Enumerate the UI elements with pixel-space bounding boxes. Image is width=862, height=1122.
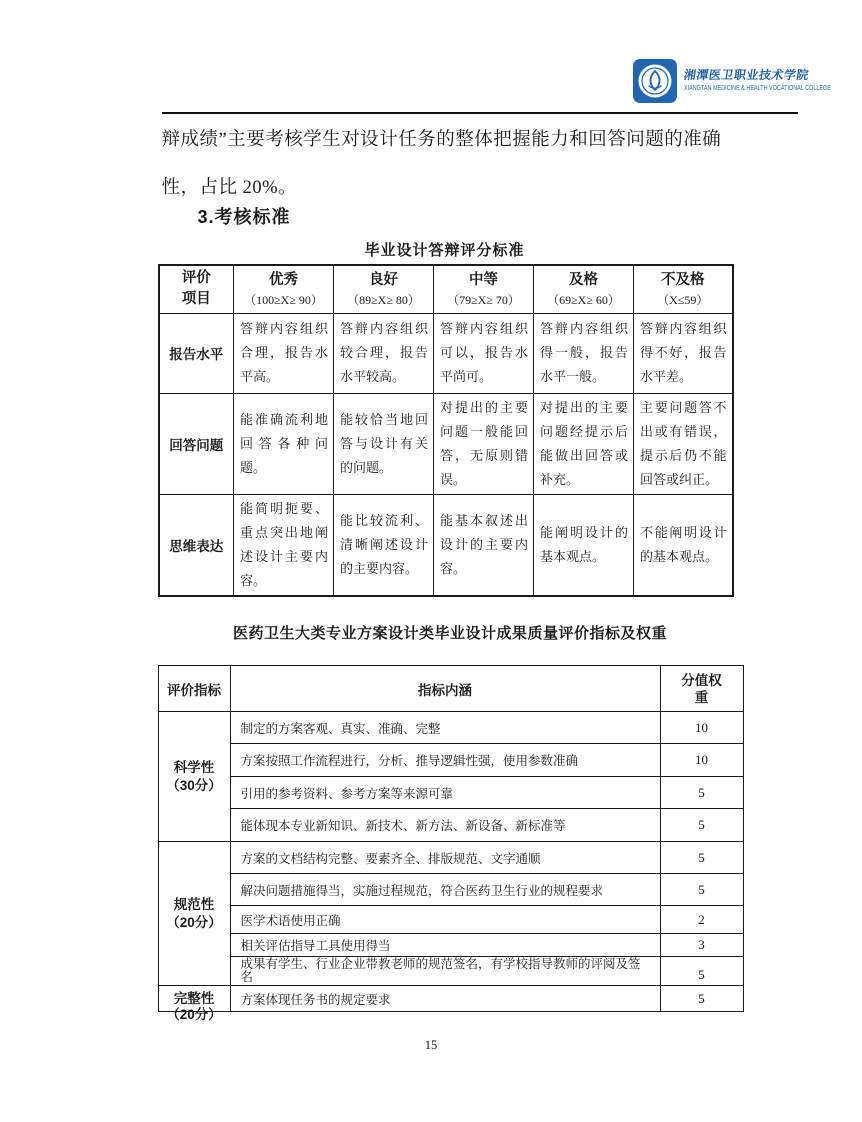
t2-score-cell: 5 xyxy=(660,986,743,1012)
t2-row xyxy=(158,957,743,986)
page-number: 15 xyxy=(424,1038,438,1052)
group-name: 完整性 xyxy=(173,991,215,1006)
grade-range: （79≥X≥ 70） xyxy=(447,292,520,307)
grade-name: 良好 xyxy=(369,271,398,288)
t2-indicator-cell: 引用的参考资料、参考方案等来源可靠 xyxy=(230,777,660,809)
group-score: （30分） xyxy=(166,777,222,793)
t2-row xyxy=(158,712,743,744)
t1-cell: 能准确流利地回答各种问题。 xyxy=(234,393,334,494)
t1-cell: 答辩内容组织得一般，报告水平一般。 xyxy=(534,313,634,393)
t1-cell: 答辩内容组织合理，报告水平高。 xyxy=(234,313,334,393)
grade-name: 不及格 xyxy=(661,271,705,288)
table2-title: 医药卫生大类专业方案设计类毕业设计成果质量评价指标及权重 xyxy=(232,625,667,642)
t2-header-score-text: 分值权重 xyxy=(681,672,722,705)
t2-score-cell: 5 xyxy=(660,842,743,874)
t2-row xyxy=(158,809,743,842)
table1-title: 毕业设计答辩评分标准 xyxy=(364,242,525,259)
t1-row xyxy=(159,494,733,596)
college-emblem-icon xyxy=(633,59,677,103)
t2-row xyxy=(158,874,743,906)
t2-header-row xyxy=(158,666,743,712)
college-name-en: XIANGTAN MEDICINE & HEALTH VOCATIONAL COLLEGE xyxy=(683,85,831,92)
body-paragraph xyxy=(162,116,722,212)
t1-cell: 能阐明设计的基本观点。 xyxy=(534,494,634,596)
t1-cell: 答辩内容组织较合理，报告水平较高。 xyxy=(334,313,434,393)
t1-cell: 能简明扼要、重点突出地阐述设计主要内容。 xyxy=(234,494,334,596)
section-heading: 3.考核标准 xyxy=(197,207,291,227)
t2-score-cell: 5 xyxy=(660,809,743,842)
group-score: （20分） xyxy=(166,1007,222,1022)
t1-corner-line1: 评价 xyxy=(181,270,211,287)
grade-range: （100≥X≥ 90） xyxy=(244,292,323,307)
t2-score-cell: 5 xyxy=(660,777,743,809)
t1-grade-header xyxy=(634,265,733,313)
grade-name: 及格 xyxy=(569,271,598,288)
t1-row xyxy=(159,313,733,393)
t1-cell: 答辩内容组织可以，报告水平尚可。 xyxy=(434,313,534,393)
t2-indicator-cell: 方案的文档结构完整、要素齐全、排版规范、文字通顺 xyxy=(230,842,660,874)
t2-indicator-cell: 方案按照工作流程进行，分析、推导逻辑性强，使用参数准确 xyxy=(230,744,660,777)
grade-range: （89≥X≥ 80） xyxy=(347,292,420,307)
t1-corner-line2: 项目 xyxy=(181,291,211,308)
t2-indicator-cell: 能体现本专业新知识、新技术、新方法、新设备、新标准等 xyxy=(230,809,660,842)
t2-indicator-cell: 成果有学生、行业企业带教老师的规范签名，有学校指导教师的评阅及签名 xyxy=(230,957,660,986)
t2-group-label-lines xyxy=(159,991,230,1023)
t2-score-cell: 5 xyxy=(660,874,743,906)
t2-group-label xyxy=(158,712,230,842)
group-name: 科学性 xyxy=(173,759,215,775)
t1-row xyxy=(159,393,733,494)
t2-row xyxy=(158,906,743,934)
grade-name: 中等 xyxy=(469,271,498,288)
t1-grade-header xyxy=(434,265,534,313)
t2-header-indicator: 评价指标 xyxy=(158,666,230,712)
t1-cell: 对提出的主要问题经提示后能做出回答或补充。 xyxy=(534,393,634,494)
document-page xyxy=(35,0,831,1122)
t1-cell: 能基本叙述出设计的主要内容。 xyxy=(434,494,534,596)
t1-grade-header xyxy=(534,265,634,313)
defense-scoring-table xyxy=(158,264,734,597)
t1-cell: 对提出的主要问题一般能回答，无原则错误。 xyxy=(434,393,534,494)
t2-row xyxy=(158,744,743,777)
t1-header-row xyxy=(159,265,733,313)
grade-range: （69≥X≥ 60） xyxy=(547,292,620,307)
paragraph-line-1: 辩成绩”主要考核学生对设计任务的整体把握能力和回答问题的准确 xyxy=(161,130,722,150)
t2-score-cell: 3 xyxy=(660,934,743,957)
t1-cell: 能较恰当地回答与设计有关的问题。 xyxy=(334,393,434,494)
t1-row-label: 思维表达 xyxy=(159,494,234,596)
t1-cell: 不能阐明设计的基本观点。 xyxy=(634,494,733,596)
t1-row-label: 报告水平 xyxy=(159,313,234,393)
t1-grade-header xyxy=(334,265,434,313)
t1-cell: 能比较流利、清晰阐述设计的主要内容。 xyxy=(334,494,434,596)
quality-indicators-table xyxy=(158,665,744,1022)
t2-indicator-cell: 医学术语使用正确 xyxy=(230,906,660,934)
t2-score-cell: 10 xyxy=(660,712,743,744)
college-name-cn: 湘潭医卫职业技术学院 xyxy=(682,68,810,82)
t1-row-label: 回答问题 xyxy=(159,393,234,494)
t2-row xyxy=(158,842,743,874)
t1-grade-header xyxy=(234,265,334,313)
t2-header-score xyxy=(660,666,743,712)
header-divider xyxy=(162,112,798,114)
table2-page-clip xyxy=(158,665,758,1022)
t1-cell: 主要问题答不出或有错误，提示后仍不能回答或纠正。 xyxy=(634,393,733,494)
t2-score-cell: 5 xyxy=(660,957,743,986)
t2-group-label xyxy=(158,986,230,1022)
t1-corner-header xyxy=(159,265,234,313)
t2-score-cell: 2 xyxy=(660,906,743,934)
group-name: 规范性 xyxy=(173,896,215,912)
t2-row xyxy=(158,777,743,809)
grade-name: 优秀 xyxy=(269,271,298,288)
t2-header-content: 指标内涵 xyxy=(230,666,660,712)
t2-indicator-cell: 解决问题措施得当，实施过程规范，符合医药卫生行业的规程要求 xyxy=(230,874,660,906)
t1-cell: 答辩内容组织得不好，报告水平差。 xyxy=(634,313,733,393)
group-score: （20分） xyxy=(166,914,222,930)
t2-row xyxy=(158,934,743,957)
t2-indicator-cell: 制定的方案客观、真实、准确、完整 xyxy=(230,712,660,744)
t2-group-label xyxy=(158,842,230,986)
college-logo xyxy=(633,59,862,103)
paragraph-line-2: 性，占比 20%。 xyxy=(161,178,298,198)
college-name-block xyxy=(684,59,862,92)
t2-score-cell: 10 xyxy=(660,744,743,777)
t2-indicator-cell: 相关评估指导工具使用得当 xyxy=(230,934,660,957)
t2-indicator-cell: 方案体现任务书的规定要求 xyxy=(230,986,660,1012)
t2-row xyxy=(158,986,743,1012)
grade-range: （X≤59） xyxy=(657,292,709,307)
